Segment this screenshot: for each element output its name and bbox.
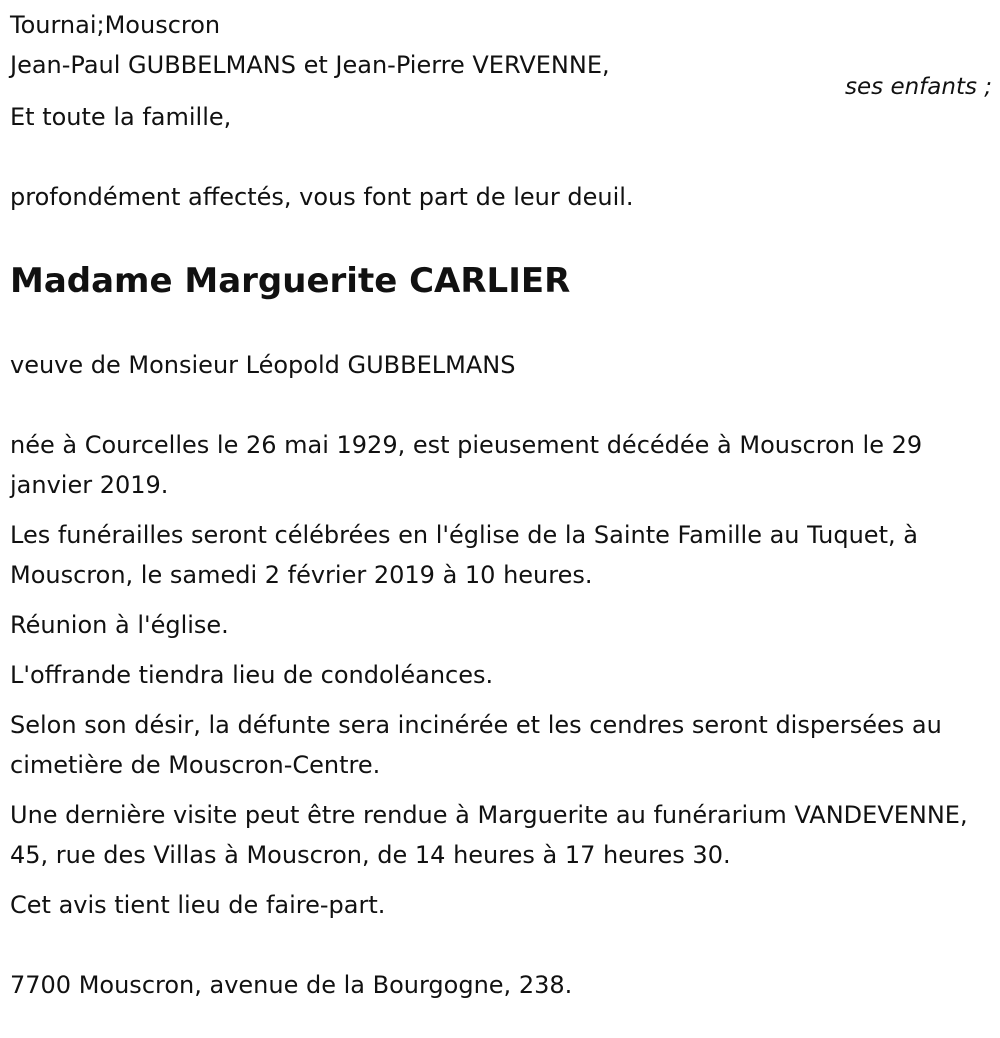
meeting-paragraph: Réunion à l'église. [10, 611, 229, 639]
address-line: 7700 Mouscron, avenue de la Bourgogne, 238. [10, 971, 573, 999]
notice-paragraph: Cet avis tient lieu de faire-part. [10, 891, 386, 919]
affected-line: profondément affectés, vous font part de leur deuil. [10, 183, 634, 211]
offering-paragraph: L'offrande tiendra lieu de condoléances. [10, 661, 494, 689]
children-names: Jean-Paul GUBBELMANS et Jean-Pierre VERVENNE, [10, 51, 610, 79]
children-label: ses enfants ; [845, 74, 992, 100]
deceased-name: Madame Marguerite CARLIER [10, 261, 571, 301]
widow-of-line: veuve de Monsieur Léopold GUBBELMANS [10, 351, 516, 379]
birth-death-paragraph: née à Courcelles le 26 mai 1929, est pieusement décédée à Mouscron le 29 janvier 2019. [10, 431, 923, 499]
city-line: Tournai;Mouscron [10, 11, 221, 39]
funeral-paragraph: Les funérailles seront célébrées en l'église de la Sainte Famille au Tuquet, à Mouscron, le samedi 2 février 2019 à 10 heures. [10, 521, 918, 589]
spacer [10, 935, 992, 965]
family-line: Et toute la famille, [10, 103, 232, 131]
spacer [10, 385, 992, 425]
visit-paragraph: Une dernière visite peut être rendue à Marguerite au funérarium VANDEVENNE, 45, rue des Villas à Mouscron, de 14 heures à 17 heures 30. [10, 801, 968, 869]
spacer [10, 217, 992, 259]
spacer [10, 303, 992, 345]
obituary-notice [10, 5, 992, 1005]
cremation-paragraph: Selon son désir, la défunte sera incinérée et les cendres seront dispersées au cimetière de Mouscron-Centre. [10, 711, 942, 779]
spacer [10, 137, 992, 177]
children-row [10, 45, 992, 100]
